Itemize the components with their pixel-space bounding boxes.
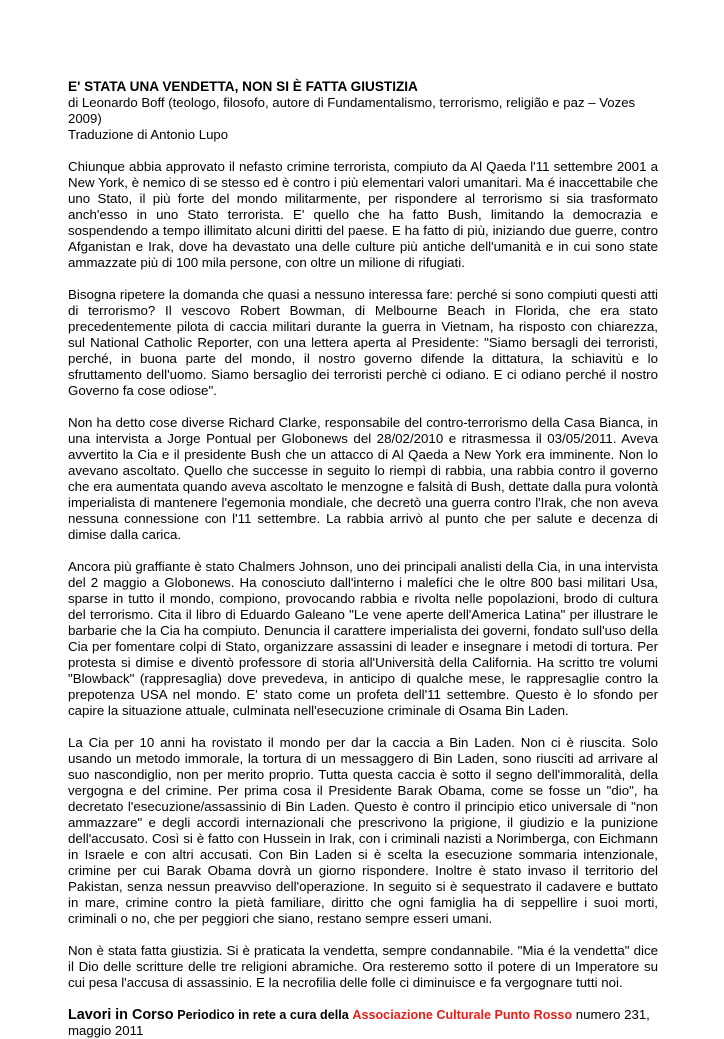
document-page <box>68 79 658 1039</box>
spacer <box>68 271 658 287</box>
article-byline: di Leonardo Boff (teologo, filosofo, autore di Fundamentalismo, terrorismo, religião e paz – Vozes 2009) <box>68 95 636 126</box>
publication-footer <box>68 1007 658 1039</box>
paragraph-5: La Cia per 10 anni ha rovistato il mondo per dar la caccia a Bin Laden. Non ci è riuscita. Solo usando un metodo immorale, la tortura di un messaggero di Bin Laden, sono riusciti ad arrivare al suo nascondiglio, non per merito proprio. Tutta questa caccia è sotto il segno dell'immoralità, della vergogna e del crimine. Per prima cosa il Presidente Barak Obama, come se fosse un "dio", ha decretato l'esecuzione/assassinio di Bin Laden. Questo è contro il principio etico universale di "non ammazzare" e degli accordi internazionali che prescrivono la prigione, il giudizio e la punizione dell'accusato. Così si è fatto con Hussein in Irak, con i criminali nazisti a Norimberga, con Eichmann in Israele e con altri accusati. Con Bin Laden si è scelta la esecuzione sommaria intenzionale, crimine per cui Barak Obama dovrà un giorno rispondere. Inoltre è stato invaso il territorio del Pakistan, senza nessun preavviso dell'operazione. In seguito si è sequestrato il cadavere e buttato in mare, crimine contro la pietà familiare, diritto che ogni famiglia ha di seppellire i suoi morti, criminali o no, che per peggiori che siano, restano sempre esseri umani. <box>68 735 658 926</box>
article-translation-credit: Traduzione di Antonio Lupo <box>68 127 229 142</box>
spacer <box>68 543 658 559</box>
spacer <box>68 143 658 159</box>
paragraph-3: Non ha detto cose diverse Richard Clarke, responsabile del contro-terrorismo della Casa Bianca, in una intervista a Jorge Pontual per Globonews del 28/02/2010 e ritrasmessa il 03/05/2011. Aveva avvertito la Cia e il presidente Bush che un attacco di Al Qaeda a New York era imminente. Non lo avevano ascoltato. Quello che successe in seguito lo riempì di rabbia, una rabbia contro il governo che era aumentata quando aveva ascoltato le menzogne e falsità di Bush, dettate dalla pura volontà imperialista di mantenere l'egemonia mondiale, che decretò una guerra contro l'Irak, che non aveva nessuna connessione con l'11 settembre. La rabbia arrivò al punto che per salute e decenza di dimise dalla carica. <box>68 415 658 542</box>
article-title: E' STATA UNA VENDETTA, NON SI È FATTA GIUSTIZIA <box>68 79 418 94</box>
paragraph-4: Ancora più graffiante è stato Chalmers Johnson, uno dei principali analisti della Cia, in una intervista del 2 maggio a Globonews. Ha conosciuto dall'interno i malefíci che le oltre 800 basi militari Usa, sparse in tutto il mondo, compiono, provocando rabbia e rivolta nelle popolazioni, brodo di cultura del terrorismo. Cita il libro di Eduardo Galeano "Le vene aperte dell'America Latina" per illustrare le barbarie che la Cia ha compiuto. Denuncia il carattere imperialista dei governi, fondato sull'uso della Cia per fomentare colpi di Stato, organizzare assassini di leader e insegnare i metodi di tortura. Per protesta si dimise e diventò professore di storia all'Università della California. Ha scritto tre volumi "Blowback" (rappresaglia) dove prevedeva, in anticipo di qualche mese, le rappresaglie contro la prepotenza USA nel mondo. E' stato come un profeta dell'11 settembre. Questo è lo sfondo per capire la situazione attuale, culminata nell'esecuzione criminale di Osama Bin Laden. <box>68 559 658 718</box>
paragraph-2: Bisogna ripetere la domanda che quasi a nessuno interessa fare: perché si sono compiuti questi atti di terrorismo? Il vescovo Robert Bowman, di Melbourne Beach in Florida, che era stato precedentemente pilota di caccia militari durante la guerra in Vietnam, ha risposto con chiarezza, sul National Catholic Reporter, con una lettera aperta al Presidente: "Siamo bersagli dei terroristi, perché, in buona parte del mondo, il nostro governo difende la dittatura, la schiavitù e lo sfruttamento dell'uomo. Siamo bersaglio dei terroristi perchè ci odiano. E ci odiano perché il nostro Governo fa cose odiose". <box>68 287 658 398</box>
paragraph-6: Non è stata fatta giustizia. Si è praticata la vendetta, sempre condannabile. "Mia é la vendetta" dice il Dio delle scritture delle tre religioni abramiche. Ora resteremo sotto il potere di un Imperatore su cui pesa l'accusa di assassinio. E la necrofilia delle folle ci diminuisce e fa vergognare tutti noi. <box>68 943 658 990</box>
issue-info: numero 231, maggio 2011 <box>68 1007 650 1038</box>
spacer <box>68 927 658 943</box>
periodical-label: Periodico in rete a cura della <box>177 1008 349 1022</box>
publication-name: Lavori in Corso <box>68 1007 174 1023</box>
spacer <box>68 991 658 1007</box>
spacer <box>68 399 658 415</box>
association-name: Associazione Culturale Punto Rosso <box>352 1008 573 1022</box>
spacer <box>68 719 658 735</box>
paragraph-1: Chiunque abbia approvato il nefasto crimine terrorista, compiuto da Al Qaeda l'11 settembre 2001 a New York, è nemico di se stesso ed è contro i più elementari valori umanitari. Ma é inaccettabile che uno Stato, il più forte del mondo militarmente, per rispondere al terrorismo si sia trasformato anch'esso in uno Stato terrorista. E' quello che ha fatto Bush, limitando la democrazia e sospendendo a tempo illimitato alcuni diritti del paese. E ha fatto di più, iniziando due guerre, contro Afganistan e Irak, dove ha devastato una delle culture più antiche dell'umanità e in cui sono state ammazzate più di 100 mila persone, con oltre un milione di rifugiati. <box>68 159 658 270</box>
